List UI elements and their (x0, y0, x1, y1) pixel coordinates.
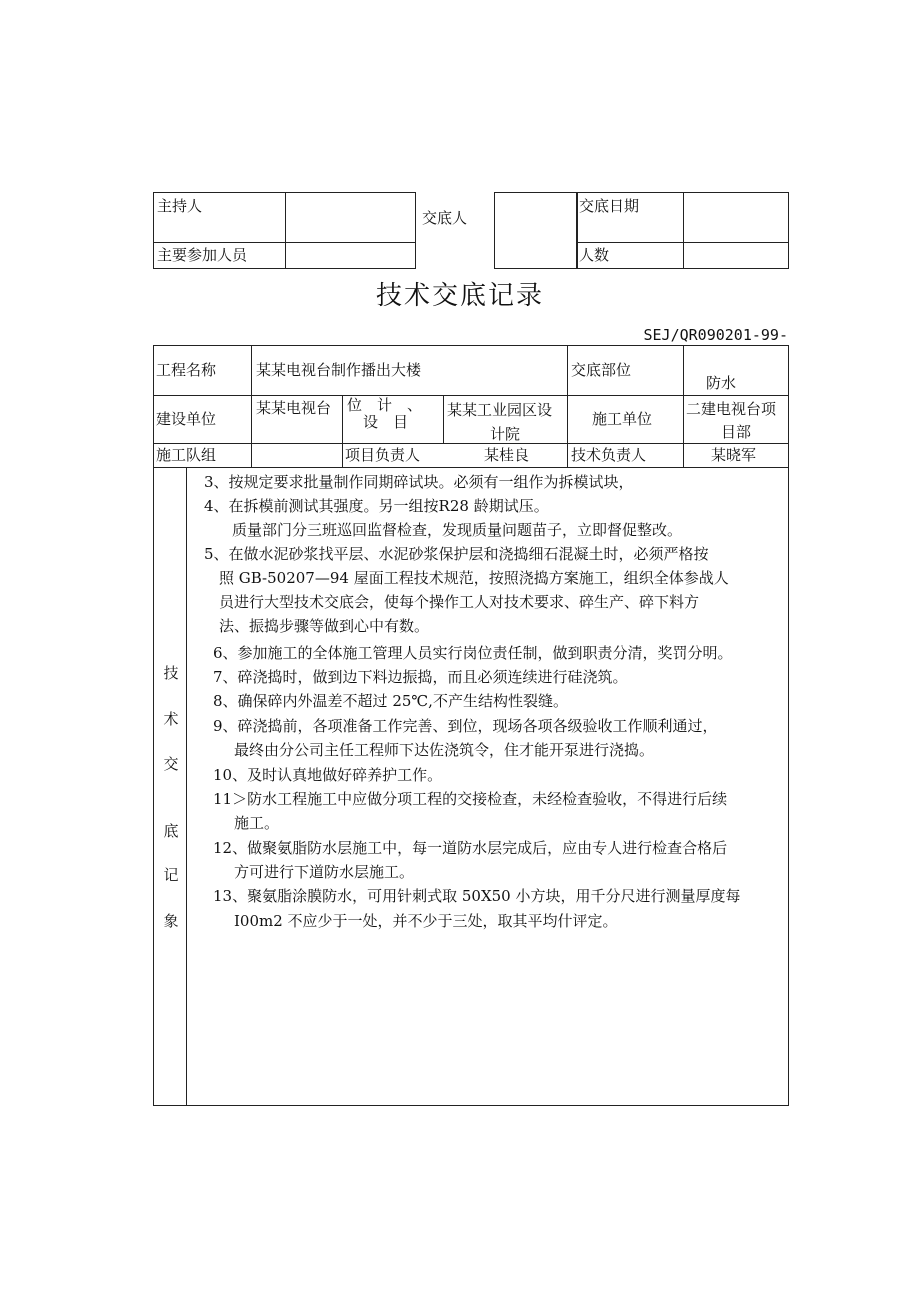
team-label: 施工队组 (156, 446, 217, 464)
pm-value: 某桂良 (484, 446, 530, 464)
host-label: 主持人 (157, 197, 203, 215)
design-label-line2: 设 目 (363, 413, 409, 431)
record-line: 4、在拆模前测试其强度。另一组按R28 龄期试压。 (204, 497, 549, 515)
contractor-label: 施工单位 (592, 410, 653, 428)
record-line: 5、在做水泥砂浆找平层、水泥砂浆保护层和浇捣细石混凝土时，必须严格按 (204, 545, 709, 563)
count-value-cell[interactable] (683, 242, 789, 269)
host-value-cell[interactable] (285, 192, 416, 243)
record-line: 方可进行下道防水层施工。 (234, 863, 415, 881)
record-line: 质量部门分三班巡回监督检查，发现质量问题苗子，立即督促整改。 (232, 521, 683, 539)
side-label-char: 交 (163, 755, 179, 773)
record-line: 8、确保碎内外温差不超过 25℃,不产生结构性裂缝。 (213, 692, 568, 710)
record-line: 最终由分公司主任工程师下达佐浇筑令，住才能开泵进行浇捣。 (234, 741, 655, 759)
record-line: 10、及时认真地做好碎养护工作。 (213, 766, 443, 784)
record-line: 施工。 (234, 814, 280, 832)
part-label: 交底部位 (571, 361, 632, 379)
tech-lead-value: 某晓军 (711, 446, 757, 464)
design-value-line2: 计院 (490, 425, 521, 443)
part-value: 防水 (706, 374, 737, 392)
builder-value: 某某电视台 (256, 399, 332, 417)
side-label-char: 技 (163, 664, 179, 682)
document-title: 技术交底记录 (375, 281, 544, 311)
record-line: 7、碎浇捣时，做到边下料边振捣，而且必须连续进行硅浇筑。 (213, 668, 628, 686)
participants-label: 主要参加人员 (157, 246, 248, 264)
side-label-char: 记 (163, 866, 179, 884)
count-label: 人数 (579, 246, 610, 264)
side-label-char: 象 (163, 912, 179, 930)
participants-value-cell[interactable] (285, 242, 416, 269)
record-line: 照 GB-50207—94 屋面工程技术规范，按照浇捣方案施工，组织全体参战人 (219, 569, 729, 587)
pm-label: 项目负责人 (345, 446, 421, 464)
record-line: 员进行大型技术交底会，使每个操作工人对技术要求、碎生产、碎下料方 (219, 593, 700, 611)
record-line: 13、聚氨脂涂膜防水，可用针刺式取 50X50 小方块，用千分尺进行测量厚度每 (213, 887, 741, 905)
design-label-line1: 位 计 、 (347, 396, 423, 414)
record-line: 9、碎浇捣前，各项准备工作完善、到位，现场各项各级验收工作顺利通过， (213, 717, 718, 735)
presenter-label: 交底人 (422, 209, 468, 227)
contractor-value-line1: 二建电视台项 (686, 400, 777, 418)
builder-label: 建设单位 (156, 410, 217, 428)
record-line: 12、做聚氨脂防水层施工中，每一道防水层完成后，应由专人进行检查合格后 (213, 839, 728, 857)
presenter-value-cell[interactable] (494, 192, 578, 269)
record-line: 法、振捣步骤等做到心中有数。 (219, 617, 430, 635)
side-label-char: 底 (163, 822, 179, 840)
tech-lead-label: 技术负责人 (571, 446, 647, 464)
record-line: 3、按规定要求批量制作同期碎试块。必须有一组作为拆模试块， (204, 473, 634, 491)
design-value-line1: 某某工业园区设 (447, 401, 553, 419)
side-label-char: 术 (163, 710, 179, 728)
project-name-value: 某某电视台制作播出大楼 (256, 361, 422, 379)
date-value-cell[interactable] (683, 192, 789, 243)
document-code: SEJ/QR090201-99- (643, 326, 788, 344)
date-label: 交底日期 (579, 197, 640, 215)
record-line: 11＞防水工程施工中应做分项工程的交接检查，未经检查验收，不得进行后续 (213, 790, 728, 808)
contractor-value-line2: 目部 (721, 423, 752, 441)
record-line: 6、参加施工的全体施工管理人员实行岗位责任制，做到职责分清，奖罚分明。 (213, 644, 733, 662)
project-name-label: 工程名称 (156, 361, 217, 379)
record-line: I00m2 不应少于一处，并不少于三处，取其平均什评定。 (234, 912, 618, 930)
